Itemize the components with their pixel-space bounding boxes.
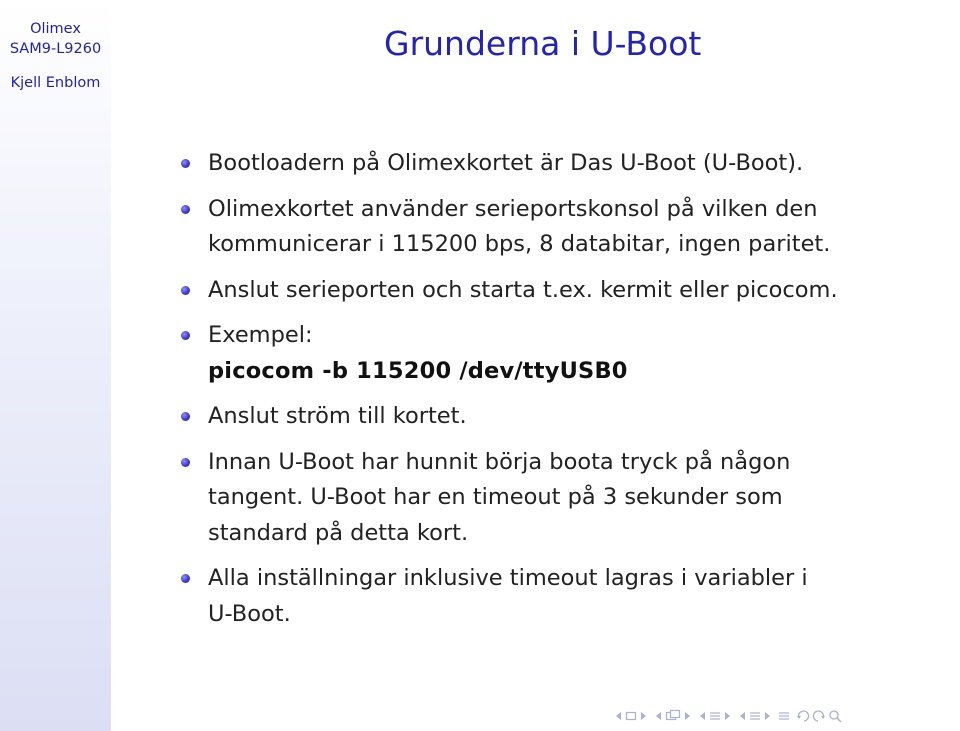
nav-subsection-icon[interactable] bbox=[709, 710, 721, 722]
navigation-bar bbox=[614, 705, 842, 727]
item-text: Exempel: bbox=[208, 322, 313, 348]
nav-prev-section-icon[interactable] bbox=[738, 710, 747, 722]
list-item bbox=[180, 192, 880, 263]
item-text: Anslut ström till kortet. bbox=[208, 403, 467, 429]
item-text: standard på detta kort. bbox=[208, 519, 469, 546]
ball-bullet-icon bbox=[181, 331, 190, 340]
nav-frame-icon[interactable] bbox=[665, 709, 681, 723]
ball-bullet-icon bbox=[181, 159, 190, 168]
item-text: U-Boot. bbox=[208, 600, 291, 627]
frame-title: Grunderna i U-Boot bbox=[384, 24, 702, 63]
sidebar-title[interactable]: Olimex bbox=[30, 21, 81, 37]
list-item bbox=[180, 445, 880, 552]
nav-search-icon[interactable] bbox=[828, 709, 842, 723]
slide-content bbox=[180, 146, 880, 642]
list-item bbox=[180, 318, 880, 389]
ball-bullet-icon bbox=[181, 458, 190, 467]
sidebar-subtitle[interactable]: SAM9-L9260 bbox=[9, 41, 102, 57]
sidebar bbox=[0, 0, 111, 731]
bullet-list bbox=[180, 146, 880, 632]
ball-bullet-icon bbox=[181, 286, 190, 295]
item-text: Olimexkortet använder serieportskonsol på vilken den bbox=[208, 195, 818, 222]
item-text: Alla inställningar inklusive timeout lagras i variabler i bbox=[208, 565, 808, 591]
list-item bbox=[180, 561, 880, 632]
ball-bullet-icon bbox=[181, 574, 190, 583]
nav-prev-frame-icon[interactable] bbox=[654, 710, 663, 722]
nav-section-icon[interactable] bbox=[749, 710, 761, 722]
list-item bbox=[180, 399, 880, 435]
nav-slide-group bbox=[614, 710, 648, 722]
nav-align-icon[interactable] bbox=[778, 710, 790, 722]
ball-bullet-icon bbox=[181, 412, 190, 421]
item-text: kommunicerar i 115200 bps, 8 databitar, ingen paritet. bbox=[208, 231, 831, 257]
nav-subsection-group bbox=[698, 710, 732, 722]
item-text: Bootloadern på Olimexkortet är Das U-Boot (U-Boot). bbox=[208, 150, 804, 176]
list-item bbox=[180, 273, 880, 309]
ball-bullet-icon bbox=[181, 205, 190, 214]
nav-next-section-icon[interactable] bbox=[763, 710, 772, 722]
item-text: tangent. U-Boot har en timeout på 3 sekunder som bbox=[208, 484, 783, 510]
nav-next-slide-icon[interactable] bbox=[639, 710, 648, 722]
nav-forward-icon[interactable] bbox=[812, 709, 826, 723]
nav-prev-slide-icon[interactable] bbox=[614, 710, 623, 722]
sidebar-author: Kjell Enblom bbox=[10, 75, 101, 91]
nav-section-group bbox=[738, 710, 772, 722]
nav-frame-group bbox=[654, 709, 692, 723]
nav-search-group bbox=[796, 709, 842, 723]
item-text: Anslut serieporten och starta t.ex. kermit eller picocom. bbox=[208, 276, 838, 303]
list-item bbox=[180, 146, 880, 182]
nav-next-subsection-icon[interactable] bbox=[723, 710, 732, 722]
nav-slide-icon[interactable] bbox=[625, 710, 637, 722]
nav-prev-subsection-icon[interactable] bbox=[698, 710, 707, 722]
nav-next-frame-icon[interactable] bbox=[683, 710, 692, 722]
code-example: picocom -b 115200 /dev/ttyUSB0 bbox=[208, 357, 628, 384]
nav-back-icon[interactable] bbox=[796, 709, 810, 723]
item-text: Innan U-Boot har hunnit börja boota tryck på någon bbox=[208, 448, 791, 475]
